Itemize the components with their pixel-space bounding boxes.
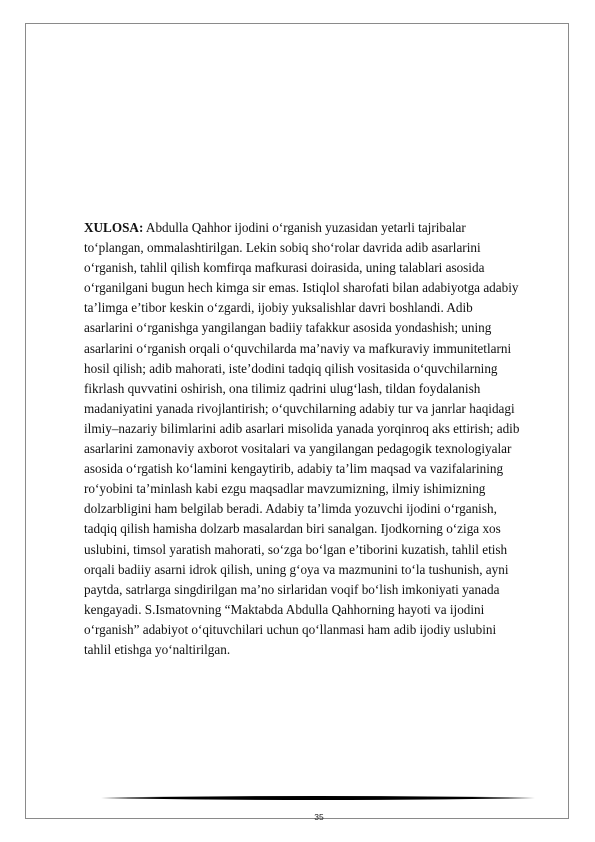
paragraph-line: ro‘yobini ta’minlash kabi ezgu maqsadlar mavzumizning, ilmiy ishimizning <box>84 481 486 497</box>
page-number: 35 <box>314 812 324 822</box>
paragraph-line-text: Abdulla Qahhor ijodini o‘rganish yuzasidan yetarli tajribalar <box>143 220 466 235</box>
paragraph-line: tadqiq qilish hamisha dolzarb masalardan biri sanalgan. Ijodkorning o‘ziga xos <box>84 521 501 537</box>
paragraph-line: asarlarini zamonaviy axborot vositalari va yangilangan pedagogik texnologiyalar <box>84 441 512 457</box>
paragraph-line: kengayadi. S.Ismatovning “Maktabda Abdulla Qahhorning hayoti va ijodini <box>84 601 485 617</box>
conclusion-paragraph <box>84 218 550 660</box>
paragraph-line: orqali badiiy asarni idrok qilish, uning g‘oya va mazmunini to‘la tushunish, ayni <box>84 561 509 577</box>
paragraph-line: madaniyatini yanada rivojlantirish; o‘quvchilarning adabiy tur va janrlar haqidagi <box>84 400 515 416</box>
paragraph-line: o‘rganilgani bugun hech kimga sir emas. Istiqlol sharofati bilan adabiyotga adabiy <box>84 280 519 296</box>
paragraph-line: paytda, satrlarga singdirilgan ma’no sirlaridan voqif bo‘lish imkoniyati yanada <box>84 581 500 597</box>
paragraph-line: to‘plangan, ommalashtirilgan. Lekin sobiq sho‘rolar davrida adib asarlarini <box>84 240 481 256</box>
paragraph-line: uslubini, timsol yaratish mahorati, so‘zga bo‘lgan e’tiborini kuzatish, tahlil etish <box>84 541 508 557</box>
paragraph-line: dolzarbligini ham belgilab beradi. Adabiy ta’limda yozuvchi ijodini o‘rganish, <box>84 501 497 517</box>
paragraph-line: o‘rganish” adabiyot o‘qituvchilari uchun qo‘llanmasi ham adib ijodiy uslubini <box>84 621 497 637</box>
paragraph-line: asarlarini o‘rganish orqali o‘quvchilarda ma’naviy va mafkuraviy immunitetlarni <box>84 340 512 356</box>
paragraph-line: ilmiy–nazariy bilimlarini adib asarlari misolida yanada yorqinroq aks ettirish; adib <box>84 420 520 436</box>
section-label: XULOSA: <box>84 220 144 235</box>
paragraph-line: asarlarini o‘rganishga yangilangan badiiy tafakkur asosida yondashish; uning <box>84 320 492 336</box>
paragraph-line: hosil qilish; adib mahorati, iste’dodini tadqiq qilish vositasida o‘quvchilarning <box>84 360 498 376</box>
paragraph-line: o‘rganish, tahlil qilish komfirqa mafkurasi doirasida, uning talablari asosida <box>84 260 485 276</box>
paragraph-line: fikrlash quvvatini oshirish, ona tilimiz qadrini ulug‘lash, tildan foydalanish <box>84 380 481 396</box>
paragraph-line <box>84 218 550 238</box>
paragraph-line: tahlil etishga yo‘naltirilgan. <box>84 641 231 657</box>
paragraph-line: asosida o‘rgatish ko‘lamini kengaytirib, adabiy ta’lim maqsad va vazifalarining <box>84 461 504 477</box>
footer-divider <box>101 795 535 801</box>
paragraph-line: ta’limga e’tibor keskin o‘zgardi, ijobiy yuksalishlar davri boshlandi. Adib <box>84 300 473 316</box>
